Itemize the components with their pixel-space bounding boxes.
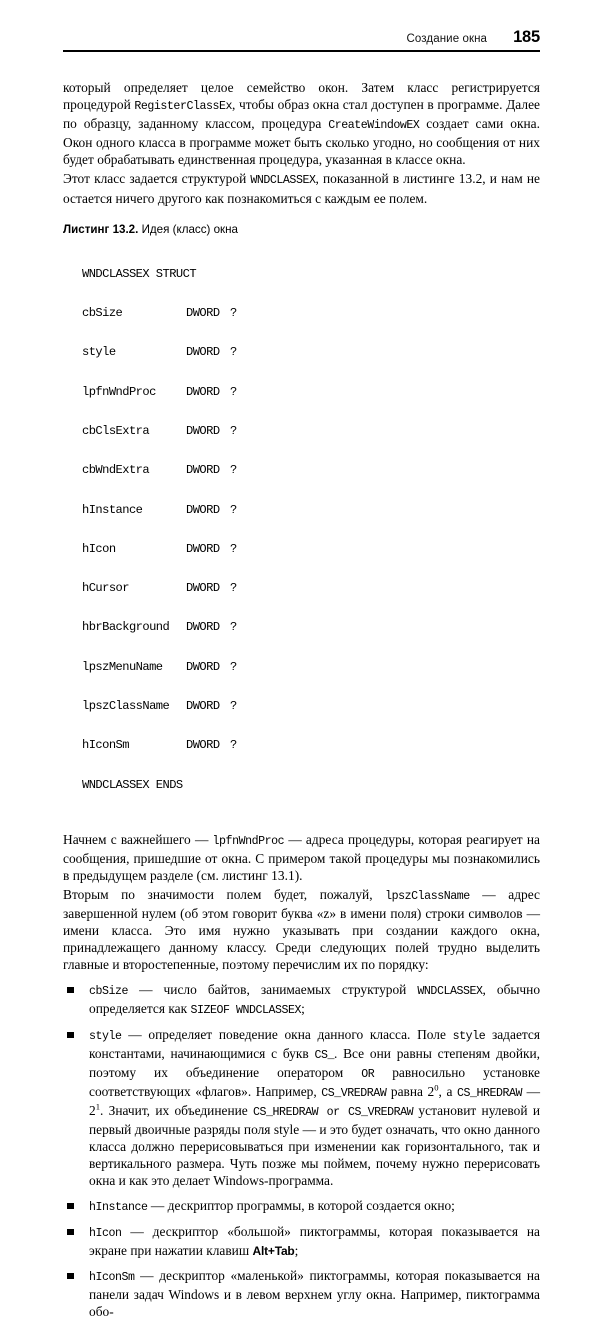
field-description-list <box>63 981 540 1320</box>
code-field-name: hIconSm <box>82 738 129 753</box>
code-line-struct-close: WNDCLASSEX ENDS <box>82 777 183 792</box>
code-field-value: ? <box>230 502 237 517</box>
code-field-name: hCursor <box>82 581 129 596</box>
code-line-field <box>82 504 540 517</box>
code-line-field <box>82 425 540 438</box>
code-style: style <box>89 1029 122 1043</box>
code-line-field <box>82 307 540 320</box>
header-divider-rule <box>63 50 540 52</box>
bullet3-text-a: — дескриптор программы, в которой создается окно; <box>147 1197 455 1213</box>
code-field-value: ? <box>230 698 237 713</box>
bullet2-text-e: равна 2 <box>386 1084 435 1099</box>
code-style-ref: style <box>452 1029 486 1043</box>
code-field-name: lpszMenuName <box>82 659 163 674</box>
code-field-value: ? <box>230 541 237 556</box>
list-item-cbsize <box>63 981 540 1019</box>
code-cbsize: cbSize <box>89 984 129 998</box>
code-field-type: DWORD <box>186 620 220 635</box>
code-line-struct-open: WNDCLASSEX STRUCT <box>82 266 197 281</box>
code-field-name: hbrBackground <box>82 620 170 635</box>
code-field-type: DWORD <box>186 423 220 438</box>
page-number: 185 <box>513 28 540 46</box>
code-sizeof-wndclassex: SIZEOF WNDCLASSEX <box>190 1003 302 1017</box>
code-field-value: ? <box>230 345 237 360</box>
bullet2-text-h: . Значит, их объединение <box>100 1103 254 1119</box>
list-item-style <box>63 1026 540 1190</box>
bullet4-text-a: — дескриптор «большой» пиктограммы, которая показывается на экране при нажатии клавиш <box>89 1223 540 1258</box>
code-field-value: ? <box>230 306 237 321</box>
code-field-type: DWORD <box>186 384 220 399</box>
paragraph-continued-intro <box>63 79 540 168</box>
code-field-type: DWORD <box>186 502 220 517</box>
code-field-name: hInstance <box>82 502 143 517</box>
code-line-field <box>82 661 540 674</box>
code-lpszclassname: lpszClassName <box>385 890 470 904</box>
code-field-value: ? <box>230 463 237 478</box>
code-line-field <box>82 621 540 634</box>
code-field-value: ? <box>230 423 237 438</box>
bullet2-text-a: — определяет поведение окна данного класса. Поле <box>121 1026 453 1042</box>
para4-text-b: — адрес завершенной нулем (об этом говорит буква «z» в имени поля) строки символов — имени класса. Это имя нужно указывать при создании каждого окна, принадлежащего данному классу. Среди следующих полей трудно выделить главные и второстепенные, поэтому перечислим их по порядку: <box>63 887 541 973</box>
code-line-field <box>82 386 540 399</box>
code-field-name: lpfnWndProc <box>82 384 156 399</box>
code-field-value: ? <box>230 620 237 635</box>
code-line-field <box>82 543 540 556</box>
code-line-field <box>82 739 540 752</box>
para2-text-b: , показанной в листинге 13.2, и нам не остается ничего другого как познакомиться с каждым ее полем. <box>63 171 540 206</box>
superscript-zero: 0 <box>434 1082 439 1093</box>
code-line-field <box>82 700 540 713</box>
page-header <box>63 28 540 47</box>
code-field-name: cbSize <box>82 306 123 321</box>
code-field-value: ? <box>230 659 237 674</box>
code-field-type: DWORD <box>186 581 220 596</box>
bullet1-text-c: ; <box>301 1000 305 1016</box>
code-registerclassex: RegisterClassEx <box>134 100 233 114</box>
code-cs-hredraw: CS_HREDRAW <box>456 1087 523 1100</box>
para1-text-b: , чтобы образ окна стал доступен в программе. Далее по образцу, заданному классом, процедура <box>63 97 541 132</box>
superscript-one: 1 <box>95 1101 100 1112</box>
code-field-type: DWORD <box>186 345 220 360</box>
bullet2-text-d: равносильно установке соответствующих «флагов». Например, <box>89 1064 540 1099</box>
code-field-value: ? <box>230 581 237 596</box>
paragraph-lpszclassname <box>63 886 540 973</box>
bullet1-text-b: , обычно определяется как <box>89 981 541 1016</box>
code-line-field <box>82 464 540 477</box>
listing-caption <box>63 223 540 236</box>
bullet4-text-b: ; <box>294 1242 299 1258</box>
square-bullet-icon <box>67 1203 74 1210</box>
para4-text-a: Вторым по значимости полем будет, пожалуй, <box>63 887 386 903</box>
para1-text-c: создает сами окна. Окон одного класса в программе может быть сколько угодно, но сообщения от них будет обрабатывать единственная процедура, указанная в классе окна. <box>63 116 540 168</box>
code-cs-prefix: CS_ <box>314 1048 334 1062</box>
page-content <box>63 79 540 1320</box>
paragraph-class-structure <box>63 170 540 206</box>
code-field-type: DWORD <box>186 698 220 713</box>
square-bullet-icon <box>67 1273 74 1280</box>
code-field-value: ? <box>230 738 237 753</box>
code-lpfnwndproc: lpfnWndProc <box>212 834 285 848</box>
para1-text-a: который определяет целое семейство окон. Затем класс регистрируется процедурой <box>63 80 540 113</box>
para2-text-a: Этот класс задается структурой <box>63 171 251 187</box>
listing-caption-title: Идея (класс) окна <box>138 222 238 236</box>
code-createwindowex: CreateWindowEX <box>328 119 420 133</box>
para3-text-a: Начнем с важнейшего — <box>63 831 213 847</box>
listing-caption-number: Листинг 13.2. <box>63 222 139 236</box>
code-line-field <box>82 582 540 595</box>
code-field-type: DWORD <box>186 463 220 478</box>
bullet2-text-c: . Все они равны степеням двойки, поэтому их объединение оператором <box>89 1045 540 1080</box>
bullet2-text-f: , а <box>438 1084 457 1099</box>
bullet1-text-a: — число байтов, занимаемых структурой <box>128 981 418 997</box>
square-bullet-icon <box>67 1229 74 1236</box>
code-wndclassex-ref: WNDCLASSEX <box>417 984 483 998</box>
code-field-name: lpszClassName <box>82 698 170 713</box>
code-field-value: ? <box>230 384 237 399</box>
code-cs-hredraw-or-vredraw: CS_HREDRAW or CS_VREDRAW <box>253 1106 414 1120</box>
square-bullet-icon <box>67 987 74 994</box>
code-field-name: cbWndExtra <box>82 463 150 478</box>
code-line-field <box>82 346 540 359</box>
list-item-hicon <box>63 1223 540 1260</box>
code-or-operator: OR <box>361 1067 375 1081</box>
list-item-hiconsm <box>63 1267 540 1320</box>
code-hinstance: hInstance <box>89 1200 148 1214</box>
code-listing <box>82 242 540 818</box>
code-field-type: DWORD <box>186 306 220 321</box>
bullet5-text-a: — дескриптор «маленькой» пиктограммы, которая показывается на панели задач Windows и в левом верхнем углу окна. Например, пиктограмма обо- <box>89 1267 540 1320</box>
bullet2-text-b: задается константами, начинающимися с букв <box>89 1026 541 1061</box>
code-cs-vredraw: CS_VREDRAW <box>321 1087 387 1100</box>
para3-text-b: — адреса процедуры, которая реагирует на сообщения, пришедшие от окна. С примером такой процедуры мы познакомились в предыдущем разделе (см. листинг 13.1). <box>63 831 540 883</box>
header-section-title: Создание окна <box>406 33 488 45</box>
code-field-name: style <box>82 345 116 360</box>
keyboard-shortcut-alt-tab: Alt+Tab <box>252 1243 295 1258</box>
code-field-name: hIcon <box>82 541 116 556</box>
code-field-type: DWORD <box>186 738 220 753</box>
bullet2-text-i: установит нулевой и первый двоичные разряды поля style — и это будет означать, что окно данного класса должно перерисовываться при изменении как горизонтального, так и вертикального размера. Чуть позже мы поймем, почему нужно перерисовать окна и как это делает Windows-программа. <box>89 1103 540 1189</box>
code-hiconsm: hIconSm <box>89 1270 135 1284</box>
code-field-name: cbClsExtra <box>82 423 150 438</box>
bullet2-text-g: — 2 <box>89 1084 540 1119</box>
code-wndclassex: WNDCLASSEX <box>250 174 316 188</box>
square-bullet-icon <box>67 1032 74 1039</box>
list-item-hinstance <box>63 1197 540 1216</box>
code-field-type: DWORD <box>186 541 220 556</box>
paragraph-lpfnwndproc <box>63 831 540 884</box>
code-field-type: DWORD <box>186 659 220 674</box>
code-hicon: hIcon <box>89 1226 122 1240</box>
